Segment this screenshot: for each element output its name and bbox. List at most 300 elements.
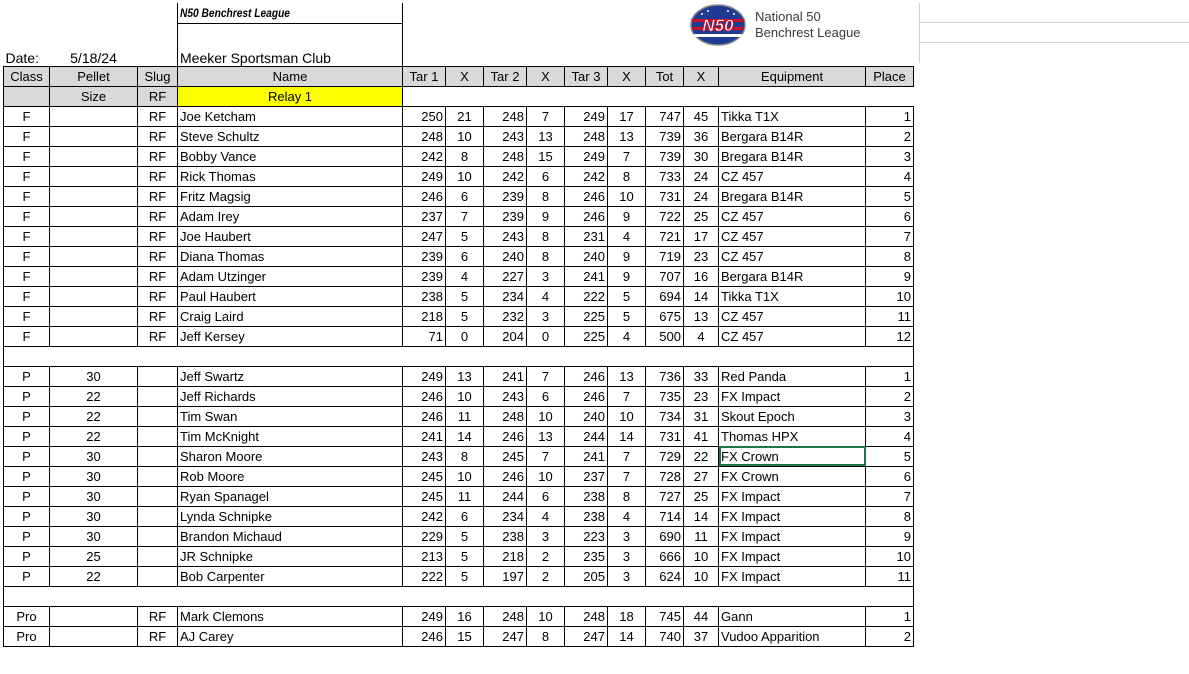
xtotal-cell[interactable]: 24 (684, 186, 719, 206)
x1-cell[interactable]: 10 (446, 126, 484, 146)
slug-cell[interactable]: RF (138, 106, 178, 126)
x1-cell[interactable]: 11 (446, 406, 484, 426)
tar3-cell[interactable]: 246 (565, 206, 608, 226)
slug-cell[interactable]: RF (138, 246, 178, 266)
name-cell[interactable]: JR Schnipke (178, 546, 403, 566)
slug-cell[interactable]: RF (138, 186, 178, 206)
tar3-cell[interactable]: 249 (565, 106, 608, 126)
x2-cell[interactable]: 6 (527, 486, 565, 506)
xtotal-cell[interactable]: 23 (684, 246, 719, 266)
class-cell[interactable]: P (4, 406, 50, 426)
xtotal-cell[interactable]: 41 (684, 426, 719, 446)
pellet-cell[interactable]: 22 (50, 406, 138, 426)
x1-cell[interactable]: 4 (446, 266, 484, 286)
total-cell[interactable]: 694 (646, 286, 684, 306)
x2-cell[interactable]: 2 (527, 566, 565, 586)
tar2-cell[interactable]: 246 (484, 466, 527, 486)
place-cell[interactable]: 6 (866, 206, 914, 226)
tar3-cell[interactable]: 205 (565, 566, 608, 586)
xtotal-cell[interactable]: 36 (684, 126, 719, 146)
slug-cell[interactable] (138, 486, 178, 506)
place-cell[interactable]: 10 (866, 286, 914, 306)
name-cell[interactable]: Lynda Schnipke (178, 506, 403, 526)
pellet-cell[interactable] (50, 166, 138, 186)
total-cell[interactable]: 733 (646, 166, 684, 186)
class-cell[interactable]: F (4, 166, 50, 186)
tar1-cell[interactable]: 213 (403, 546, 446, 566)
class-cell[interactable]: F (4, 266, 50, 286)
equipment-cell[interactable]: Vudoo Apparition (719, 626, 866, 646)
x3-cell[interactable]: 10 (608, 406, 646, 426)
x2-cell[interactable]: 0 (527, 326, 565, 346)
tar1-cell[interactable]: 243 (403, 446, 446, 466)
equipment-cell[interactable]: Skout Epoch (719, 406, 866, 426)
tar2-cell[interactable]: 234 (484, 286, 527, 306)
tar3-cell[interactable]: 238 (565, 486, 608, 506)
slug-cell[interactable]: RF (138, 306, 178, 326)
x1-cell[interactable]: 15 (446, 626, 484, 646)
x1-cell[interactable]: 21 (446, 106, 484, 126)
tar1-cell[interactable]: 242 (403, 506, 446, 526)
tar3-cell[interactable]: 249 (565, 146, 608, 166)
equipment-cell[interactable]: FX Impact (719, 546, 866, 566)
total-cell[interactable]: 690 (646, 526, 684, 546)
class-cell[interactable]: F (4, 246, 50, 266)
equipment-cell[interactable]: FX Crown (719, 446, 866, 466)
x2-cell[interactable]: 8 (527, 226, 565, 246)
slug-cell[interactable] (138, 566, 178, 586)
xtotal-cell[interactable]: 10 (684, 546, 719, 566)
name-cell[interactable]: Adam Utzinger (178, 266, 403, 286)
pellet-cell[interactable] (50, 106, 138, 126)
name-cell[interactable]: Adam Irey (178, 206, 403, 226)
class-cell[interactable]: P (4, 546, 50, 566)
x1-cell[interactable]: 6 (446, 506, 484, 526)
x2-cell[interactable]: 9 (527, 206, 565, 226)
total-cell[interactable]: 722 (646, 206, 684, 226)
name-cell[interactable]: Steve Schultz (178, 126, 403, 146)
slug-cell[interactable] (138, 546, 178, 566)
total-cell[interactable]: 707 (646, 266, 684, 286)
place-cell[interactable]: 11 (866, 566, 914, 586)
total-cell[interactable]: 745 (646, 606, 684, 626)
x2-cell[interactable]: 15 (527, 146, 565, 166)
xtotal-cell[interactable]: 11 (684, 526, 719, 546)
tar3-cell[interactable]: 246 (565, 366, 608, 386)
name-cell[interactable]: Bobby Vance (178, 146, 403, 166)
equipment-cell[interactable]: CZ 457 (719, 166, 866, 186)
tar2-cell[interactable]: 241 (484, 366, 527, 386)
pellet-cell[interactable] (50, 226, 138, 246)
total-cell[interactable]: 747 (646, 106, 684, 126)
class-cell[interactable]: F (4, 146, 50, 166)
x1-cell[interactable]: 10 (446, 466, 484, 486)
pellet-cell[interactable] (50, 606, 138, 626)
x2-cell[interactable]: 10 (527, 606, 565, 626)
pellet-cell[interactable]: 22 (50, 566, 138, 586)
x1-cell[interactable]: 10 (446, 166, 484, 186)
name-cell[interactable]: Jeff Kersey (178, 326, 403, 346)
pellet-cell[interactable]: 30 (50, 506, 138, 526)
tar2-cell[interactable]: 239 (484, 186, 527, 206)
tar1-cell[interactable]: 246 (403, 626, 446, 646)
x3-cell[interactable]: 4 (608, 326, 646, 346)
x2-cell[interactable]: 7 (527, 446, 565, 466)
place-cell[interactable]: 7 (866, 486, 914, 506)
pellet-cell[interactable] (50, 206, 138, 226)
equipment-cell[interactable]: Thomas HPX (719, 426, 866, 446)
x2-cell[interactable]: 6 (527, 166, 565, 186)
tar3-cell[interactable]: 244 (565, 426, 608, 446)
x1-cell[interactable]: 5 (446, 306, 484, 326)
total-cell[interactable]: 719 (646, 246, 684, 266)
x3-cell[interactable]: 4 (608, 506, 646, 526)
place-cell[interactable]: 4 (866, 166, 914, 186)
equipment-cell[interactable]: FX Impact (719, 526, 866, 546)
x3-cell[interactable]: 7 (608, 466, 646, 486)
class-cell[interactable]: P (4, 506, 50, 526)
name-cell[interactable]: Paul Haubert (178, 286, 403, 306)
xtotal-cell[interactable]: 37 (684, 626, 719, 646)
x3-cell[interactable]: 3 (608, 566, 646, 586)
tar3-cell[interactable]: 225 (565, 326, 608, 346)
slug-cell[interactable]: RF (138, 266, 178, 286)
xtotal-cell[interactable]: 23 (684, 386, 719, 406)
tar2-cell[interactable]: 239 (484, 206, 527, 226)
place-cell[interactable]: 5 (866, 446, 914, 466)
name-cell[interactable]: Ryan Spanagel (178, 486, 403, 506)
tar2-cell[interactable]: 218 (484, 546, 527, 566)
x2-cell[interactable]: 3 (527, 526, 565, 546)
xtotal-cell[interactable]: 25 (684, 206, 719, 226)
x3-cell[interactable]: 8 (608, 486, 646, 506)
x1-cell[interactable]: 5 (446, 566, 484, 586)
equipment-cell[interactable]: Tikka T1X (719, 286, 866, 306)
slug-cell[interactable] (138, 406, 178, 426)
x3-cell[interactable]: 9 (608, 206, 646, 226)
equipment-cell[interactable]: CZ 457 (719, 226, 866, 246)
x3-cell[interactable]: 13 (608, 126, 646, 146)
name-cell[interactable]: AJ Carey (178, 626, 403, 646)
place-cell[interactable]: 8 (866, 246, 914, 266)
x1-cell[interactable]: 5 (446, 286, 484, 306)
tar1-cell[interactable]: 249 (403, 366, 446, 386)
place-cell[interactable]: 2 (866, 626, 914, 646)
equipment-cell[interactable]: FX Impact (719, 386, 866, 406)
x1-cell[interactable]: 0 (446, 326, 484, 346)
class-cell[interactable]: Pro (4, 606, 50, 626)
equipment-cell[interactable]: CZ 457 (719, 326, 866, 346)
name-cell[interactable]: Joe Haubert (178, 226, 403, 246)
x2-cell[interactable]: 4 (527, 286, 565, 306)
place-cell[interactable]: 8 (866, 506, 914, 526)
tar2-cell[interactable]: 227 (484, 266, 527, 286)
x3-cell[interactable]: 4 (608, 226, 646, 246)
tar1-cell[interactable]: 71 (403, 326, 446, 346)
tar1-cell[interactable]: 239 (403, 266, 446, 286)
xtotal-cell[interactable]: 33 (684, 366, 719, 386)
class-cell[interactable]: P (4, 386, 50, 406)
x2-cell[interactable]: 10 (527, 466, 565, 486)
x1-cell[interactable]: 5 (446, 526, 484, 546)
pellet-cell[interactable]: 22 (50, 386, 138, 406)
xtotal-cell[interactable]: 25 (684, 486, 719, 506)
total-cell[interactable]: 735 (646, 386, 684, 406)
equipment-cell[interactable]: FX Impact (719, 506, 866, 526)
xtotal-cell[interactable]: 4 (684, 326, 719, 346)
total-cell[interactable]: 721 (646, 226, 684, 246)
xtotal-cell[interactable]: 16 (684, 266, 719, 286)
tar1-cell[interactable]: 238 (403, 286, 446, 306)
total-cell[interactable]: 731 (646, 186, 684, 206)
x3-cell[interactable]: 7 (608, 446, 646, 466)
equipment-cell[interactable]: Tikka T1X (719, 106, 866, 126)
tar2-cell[interactable]: 248 (484, 406, 527, 426)
name-cell[interactable]: Joe Ketcham (178, 106, 403, 126)
place-cell[interactable]: 2 (866, 126, 914, 146)
tar1-cell[interactable]: 222 (403, 566, 446, 586)
pellet-cell[interactable] (50, 326, 138, 346)
tar3-cell[interactable]: 238 (565, 506, 608, 526)
tar3-cell[interactable]: 247 (565, 626, 608, 646)
pellet-cell[interactable] (50, 246, 138, 266)
name-cell[interactable]: Bob Carpenter (178, 566, 403, 586)
total-cell[interactable]: 731 (646, 426, 684, 446)
class-cell[interactable]: P (4, 466, 50, 486)
tar1-cell[interactable]: 242 (403, 146, 446, 166)
tar3-cell[interactable]: 248 (565, 126, 608, 146)
tar2-cell[interactable]: 243 (484, 226, 527, 246)
total-cell[interactable]: 624 (646, 566, 684, 586)
place-cell[interactable]: 3 (866, 146, 914, 166)
tar2-cell[interactable]: 197 (484, 566, 527, 586)
name-cell[interactable]: Tim McKnight (178, 426, 403, 446)
pellet-cell[interactable]: 22 (50, 426, 138, 446)
tar2-cell[interactable]: 243 (484, 386, 527, 406)
x1-cell[interactable]: 5 (446, 546, 484, 566)
equipment-cell[interactable]: FX Impact (719, 486, 866, 506)
name-cell[interactable]: Jeff Richards (178, 386, 403, 406)
class-cell[interactable]: F (4, 326, 50, 346)
tar2-cell[interactable]: 248 (484, 106, 527, 126)
pellet-cell[interactable] (50, 306, 138, 326)
total-cell[interactable]: 500 (646, 326, 684, 346)
total-cell[interactable]: 740 (646, 626, 684, 646)
tar3-cell[interactable]: 241 (565, 446, 608, 466)
tar2-cell[interactable]: 242 (484, 166, 527, 186)
name-cell[interactable]: Mark Clemons (178, 606, 403, 626)
place-cell[interactable]: 12 (866, 326, 914, 346)
tar3-cell[interactable]: 240 (565, 246, 608, 266)
total-cell[interactable]: 734 (646, 406, 684, 426)
x3-cell[interactable]: 5 (608, 306, 646, 326)
x2-cell[interactable]: 13 (527, 426, 565, 446)
x3-cell[interactable]: 14 (608, 426, 646, 446)
xtotal-cell[interactable]: 31 (684, 406, 719, 426)
xtotal-cell[interactable]: 24 (684, 166, 719, 186)
x3-cell[interactable]: 10 (608, 186, 646, 206)
tar1-cell[interactable]: 237 (403, 206, 446, 226)
equipment-cell[interactable]: Bregara B14R (719, 186, 866, 206)
tar3-cell[interactable]: 231 (565, 226, 608, 246)
name-cell[interactable]: Fritz Magsig (178, 186, 403, 206)
x1-cell[interactable]: 7 (446, 206, 484, 226)
slug-cell[interactable] (138, 506, 178, 526)
x1-cell[interactable]: 16 (446, 606, 484, 626)
tar2-cell[interactable]: 248 (484, 606, 527, 626)
total-cell[interactable]: 666 (646, 546, 684, 566)
xtotal-cell[interactable]: 10 (684, 566, 719, 586)
pellet-cell[interactable]: 30 (50, 486, 138, 506)
x3-cell[interactable]: 8 (608, 166, 646, 186)
tar2-cell[interactable]: 245 (484, 446, 527, 466)
class-cell[interactable]: P (4, 426, 50, 446)
pellet-cell[interactable] (50, 286, 138, 306)
tar2-cell[interactable]: 248 (484, 146, 527, 166)
place-cell[interactable]: 6 (866, 466, 914, 486)
x2-cell[interactable]: 2 (527, 546, 565, 566)
xtotal-cell[interactable]: 14 (684, 286, 719, 306)
tar3-cell[interactable]: 223 (565, 526, 608, 546)
tar3-cell[interactable]: 246 (565, 386, 608, 406)
tar2-cell[interactable]: 244 (484, 486, 527, 506)
x1-cell[interactable]: 6 (446, 186, 484, 206)
tar1-cell[interactable]: 246 (403, 186, 446, 206)
class-cell[interactable]: F (4, 286, 50, 306)
place-cell[interactable]: 10 (866, 546, 914, 566)
tar1-cell[interactable]: 218 (403, 306, 446, 326)
place-cell[interactable]: 4 (866, 426, 914, 446)
x1-cell[interactable]: 13 (446, 366, 484, 386)
pellet-cell[interactable]: 30 (50, 446, 138, 466)
tar2-cell[interactable]: 246 (484, 426, 527, 446)
slug-cell[interactable]: RF (138, 146, 178, 166)
tar1-cell[interactable]: 249 (403, 606, 446, 626)
pellet-cell[interactable]: 30 (50, 366, 138, 386)
x3-cell[interactable]: 3 (608, 526, 646, 546)
name-cell[interactable]: Sharon Moore (178, 446, 403, 466)
equipment-cell[interactable]: CZ 457 (719, 306, 866, 326)
x3-cell[interactable]: 14 (608, 626, 646, 646)
x1-cell[interactable]: 8 (446, 146, 484, 166)
tar3-cell[interactable]: 241 (565, 266, 608, 286)
xtotal-cell[interactable]: 14 (684, 506, 719, 526)
name-cell[interactable]: Tim Swan (178, 406, 403, 426)
total-cell[interactable]: 736 (646, 366, 684, 386)
class-cell[interactable]: P (4, 366, 50, 386)
place-cell[interactable]: 9 (866, 526, 914, 546)
x3-cell[interactable]: 7 (608, 146, 646, 166)
x2-cell[interactable]: 3 (527, 306, 565, 326)
x3-cell[interactable]: 13 (608, 366, 646, 386)
tar2-cell[interactable]: 232 (484, 306, 527, 326)
equipment-cell[interactable]: FX Impact (719, 566, 866, 586)
class-cell[interactable]: F (4, 186, 50, 206)
tar1-cell[interactable]: 250 (403, 106, 446, 126)
x2-cell[interactable]: 7 (527, 106, 565, 126)
x2-cell[interactable]: 13 (527, 126, 565, 146)
total-cell[interactable]: 728 (646, 466, 684, 486)
tar2-cell[interactable]: 247 (484, 626, 527, 646)
x2-cell[interactable]: 6 (527, 386, 565, 406)
x3-cell[interactable]: 5 (608, 286, 646, 306)
slug-cell[interactable] (138, 386, 178, 406)
tar3-cell[interactable]: 240 (565, 406, 608, 426)
tar3-cell[interactable]: 225 (565, 306, 608, 326)
name-cell[interactable]: Rob Moore (178, 466, 403, 486)
x2-cell[interactable]: 8 (527, 246, 565, 266)
pellet-cell[interactable] (50, 126, 138, 146)
pellet-cell[interactable] (50, 266, 138, 286)
class-cell[interactable]: P (4, 566, 50, 586)
tar3-cell[interactable]: 246 (565, 186, 608, 206)
class-cell[interactable]: F (4, 126, 50, 146)
pellet-cell[interactable]: 30 (50, 526, 138, 546)
slug-cell[interactable]: RF (138, 166, 178, 186)
name-cell[interactable]: Diana Thomas (178, 246, 403, 266)
tar3-cell[interactable]: 222 (565, 286, 608, 306)
slug-cell[interactable]: RF (138, 326, 178, 346)
name-cell[interactable]: Rick Thomas (178, 166, 403, 186)
equipment-cell[interactable]: Gann (719, 606, 866, 626)
class-cell[interactable]: P (4, 526, 50, 546)
total-cell[interactable]: 729 (646, 446, 684, 466)
place-cell[interactable]: 2 (866, 386, 914, 406)
slug-cell[interactable]: RF (138, 226, 178, 246)
tar1-cell[interactable]: 229 (403, 526, 446, 546)
x3-cell[interactable]: 18 (608, 606, 646, 626)
total-cell[interactable]: 739 (646, 146, 684, 166)
tar2-cell[interactable]: 240 (484, 246, 527, 266)
x3-cell[interactable]: 9 (608, 266, 646, 286)
pellet-cell[interactable] (50, 146, 138, 166)
x1-cell[interactable]: 6 (446, 246, 484, 266)
tar1-cell[interactable]: 248 (403, 126, 446, 146)
x2-cell[interactable]: 8 (527, 186, 565, 206)
class-cell[interactable]: F (4, 306, 50, 326)
tar3-cell[interactable]: 237 (565, 466, 608, 486)
tar1-cell[interactable]: 239 (403, 246, 446, 266)
x3-cell[interactable]: 9 (608, 246, 646, 266)
pellet-cell[interactable]: 30 (50, 466, 138, 486)
x3-cell[interactable]: 17 (608, 106, 646, 126)
xtotal-cell[interactable]: 44 (684, 606, 719, 626)
pellet-cell[interactable] (50, 186, 138, 206)
xtotal-cell[interactable]: 22 (684, 446, 719, 466)
place-cell[interactable]: 9 (866, 266, 914, 286)
total-cell[interactable]: 714 (646, 506, 684, 526)
x1-cell[interactable]: 14 (446, 426, 484, 446)
total-cell[interactable]: 727 (646, 486, 684, 506)
x2-cell[interactable]: 8 (527, 626, 565, 646)
place-cell[interactable]: 1 (866, 106, 914, 126)
tar1-cell[interactable]: 246 (403, 406, 446, 426)
x1-cell[interactable]: 10 (446, 386, 484, 406)
x1-cell[interactable]: 5 (446, 226, 484, 246)
slug-cell[interactable]: RF (138, 126, 178, 146)
tar1-cell[interactable]: 245 (403, 466, 446, 486)
place-cell[interactable]: 7 (866, 226, 914, 246)
tar1-cell[interactable]: 241 (403, 426, 446, 446)
x3-cell[interactable]: 7 (608, 386, 646, 406)
slug-cell[interactable]: RF (138, 606, 178, 626)
equipment-cell[interactable]: Bregara B14R (719, 146, 866, 166)
xtotal-cell[interactable]: 17 (684, 226, 719, 246)
x2-cell[interactable]: 4 (527, 506, 565, 526)
slug-cell[interactable] (138, 466, 178, 486)
slug-cell[interactable]: RF (138, 206, 178, 226)
tar3-cell[interactable]: 242 (565, 166, 608, 186)
